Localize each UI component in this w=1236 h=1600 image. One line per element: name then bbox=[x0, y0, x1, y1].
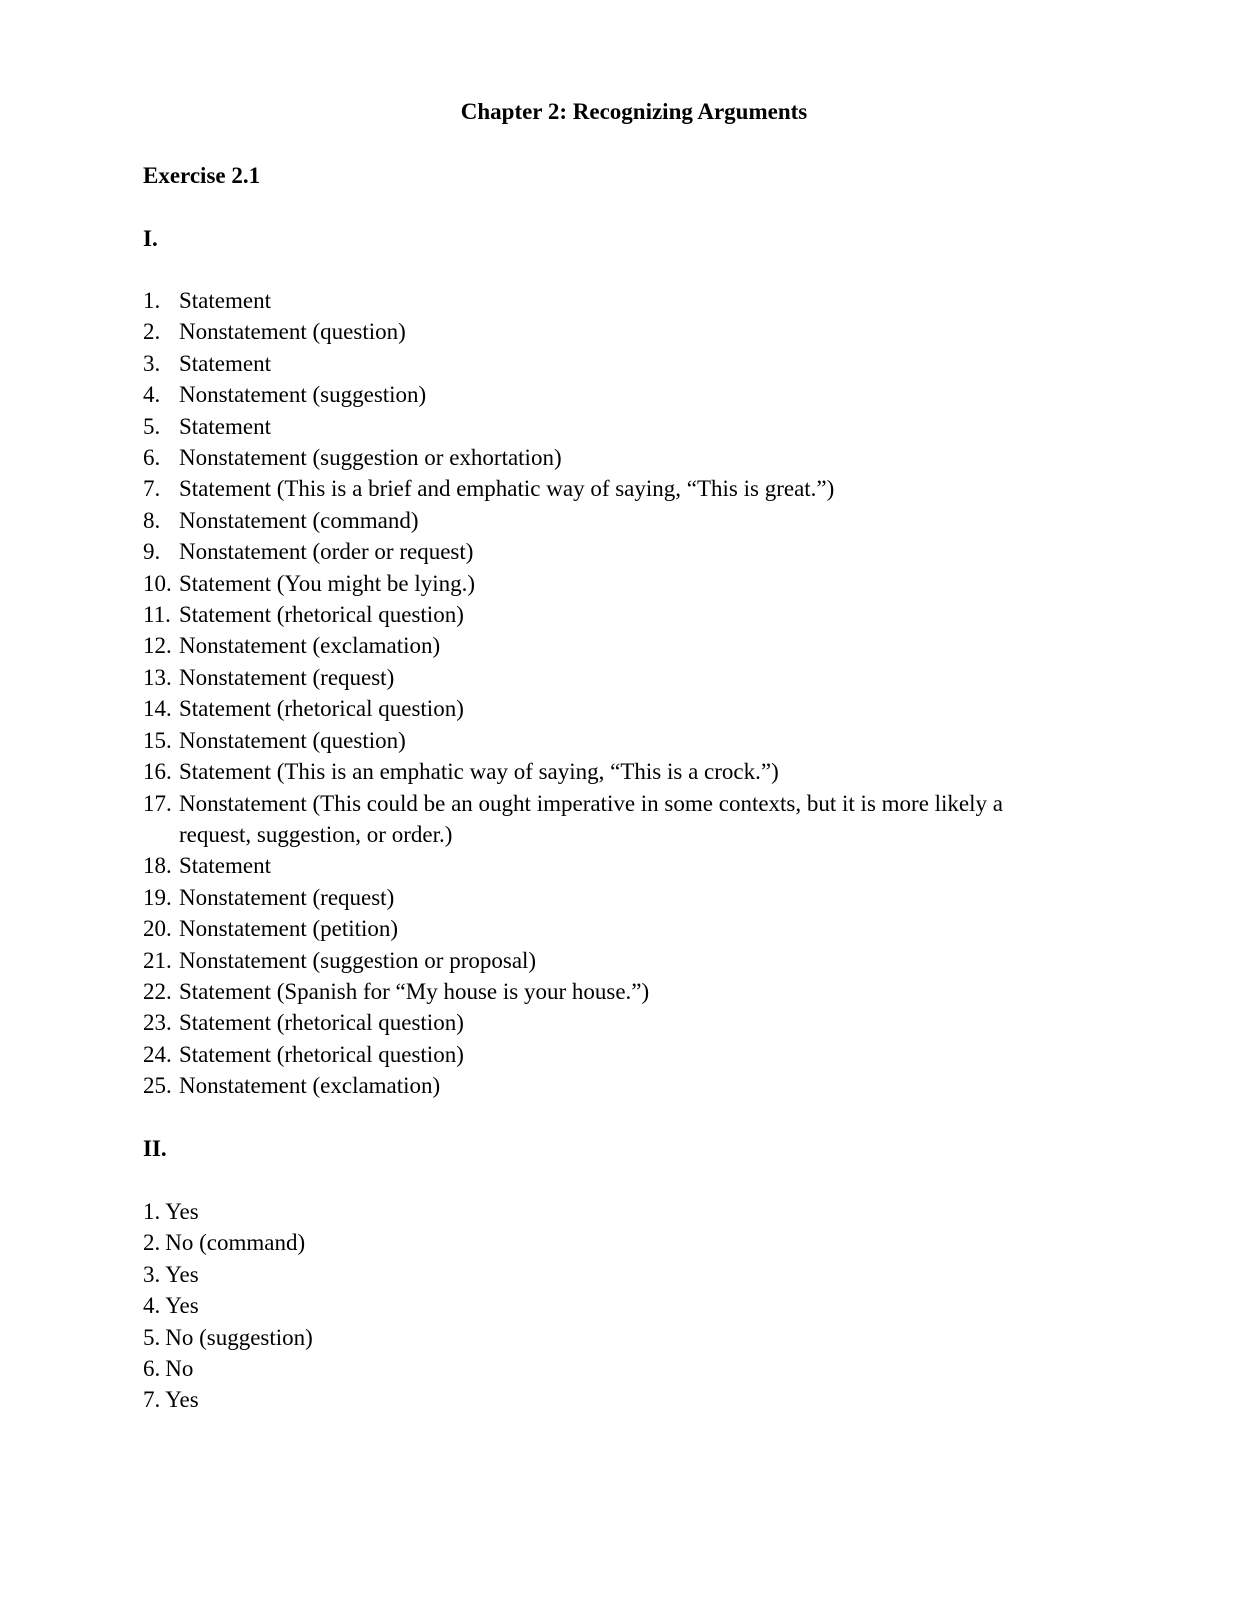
list-item bbox=[143, 1070, 1063, 1101]
list-item-number: 9. bbox=[143, 539, 161, 565]
list-item-number: 11. bbox=[143, 602, 171, 628]
list-item bbox=[143, 850, 1063, 881]
list-item bbox=[143, 348, 1063, 379]
section-heading-part-1: I. bbox=[143, 226, 158, 251]
list-item bbox=[143, 1196, 313, 1227]
list-item-text: Statement (rhetorical question) bbox=[179, 1010, 464, 1036]
list-item-text: Yes bbox=[165, 1199, 199, 1224]
list-item bbox=[143, 756, 1063, 787]
list-item-number: 5. bbox=[143, 1324, 161, 1350]
list-item-text: Statement (rhetorical question) bbox=[179, 696, 464, 722]
list-item-number: 17. bbox=[143, 790, 172, 816]
list-item-number: 13. bbox=[143, 664, 172, 690]
list-item-number: 6. bbox=[143, 445, 161, 471]
list-item-text: Nonstatement (petition) bbox=[179, 916, 399, 942]
answer-list-part-1 bbox=[143, 285, 1063, 1102]
exercise-title: Exercise 2.1 bbox=[143, 163, 261, 188]
list-item bbox=[143, 1290, 313, 1321]
list-item-number: 12. bbox=[143, 633, 172, 659]
list-item bbox=[143, 505, 1063, 536]
list-item-text: Statement bbox=[179, 853, 271, 879]
list-item-text: No (suggestion) bbox=[165, 1324, 313, 1350]
list-item bbox=[143, 1039, 1063, 1070]
list-item-number: 5. bbox=[143, 413, 161, 439]
list-item bbox=[143, 1259, 313, 1290]
list-item-number: 23. bbox=[143, 1010, 172, 1036]
list-item bbox=[143, 285, 1063, 316]
list-item-text: Nonstatement (order or request) bbox=[179, 539, 474, 565]
list-item-text: Statement (This is a brief and emphatic way of saying, “This is great.”) bbox=[179, 476, 835, 502]
list-item bbox=[143, 1353, 313, 1384]
list-item-number: 14. bbox=[143, 696, 172, 722]
list-item-number: 10. bbox=[143, 570, 172, 596]
list-item-number: 8. bbox=[143, 507, 161, 533]
list-item-text: Nonstatement (suggestion or proposal) bbox=[179, 947, 537, 973]
chapter-title: Chapter 2: Recognizing Arguments bbox=[460, 99, 808, 124]
list-item-text: No bbox=[165, 1356, 194, 1382]
list-item-text: Statement (You might be lying.) bbox=[179, 570, 476, 596]
list-item-text: Statement (rhetorical question) bbox=[179, 1041, 464, 1067]
list-item-number: 15. bbox=[143, 727, 172, 753]
list-item-text: No (command) bbox=[165, 1230, 306, 1256]
list-item-number: 1. bbox=[143, 1199, 161, 1224]
list-item-text: Statement bbox=[179, 350, 271, 376]
list-item-number: 6. bbox=[143, 1356, 161, 1382]
list-item-number: 7. bbox=[143, 476, 161, 502]
list-item-text: Nonstatement (request) bbox=[179, 884, 395, 910]
list-item-text: Nonstatement (exclamation) bbox=[179, 633, 441, 659]
list-item-text: Statement (Spanish for “My house is your house.”) bbox=[179, 978, 650, 1004]
list-item-number: 2. bbox=[143, 319, 161, 345]
list-item-text: Yes bbox=[165, 1387, 199, 1413]
list-item-text: Statement bbox=[179, 413, 271, 439]
list-item bbox=[143, 1322, 313, 1353]
list-item bbox=[143, 630, 1063, 661]
list-item bbox=[143, 379, 1063, 410]
list-item-number: 19. bbox=[143, 884, 172, 910]
list-item bbox=[143, 693, 1063, 724]
list-item-text: Nonstatement (request) bbox=[179, 664, 395, 690]
list-item bbox=[143, 945, 1063, 976]
list-item-text: Nonstatement (suggestion or exhortation) bbox=[179, 445, 562, 471]
list-item-number: 22. bbox=[143, 978, 172, 1004]
list-item-number: 24. bbox=[143, 1041, 172, 1067]
list-item-text: Statement (This is an emphatic way of saying, “This is a crock.”) bbox=[179, 759, 779, 785]
list-item bbox=[143, 599, 1063, 630]
list-item-number: 7. bbox=[143, 1387, 161, 1413]
list-item-text: Nonstatement (This could be an ought imperative in some contexts, but it is more likely a request, suggestion, or order.) bbox=[179, 790, 1003, 847]
list-item bbox=[143, 473, 1063, 504]
list-item bbox=[143, 568, 1063, 599]
list-item-number: 2. bbox=[143, 1230, 161, 1256]
list-item-number: 3. bbox=[143, 1261, 161, 1287]
list-item bbox=[143, 725, 1063, 756]
answer-list-part-2 bbox=[143, 1196, 313, 1416]
list-item-text: Statement bbox=[179, 288, 271, 313]
list-item-text: Yes bbox=[165, 1261, 199, 1287]
list-item bbox=[143, 1384, 313, 1415]
list-item-text: Nonstatement (suggestion) bbox=[179, 382, 427, 408]
list-item bbox=[143, 536, 1063, 567]
list-item-number: 16. bbox=[143, 759, 172, 785]
list-item-number: 1. bbox=[143, 288, 161, 313]
list-item bbox=[143, 1007, 1063, 1038]
list-item-number: 3. bbox=[143, 350, 161, 376]
section-heading-part-2: II. bbox=[143, 1136, 167, 1161]
list-item-number: 20. bbox=[143, 916, 172, 942]
list-item-text: Nonstatement (question) bbox=[179, 319, 406, 345]
list-item bbox=[143, 882, 1063, 913]
list-item-number: 4. bbox=[143, 382, 161, 408]
list-item bbox=[143, 913, 1063, 944]
list-item bbox=[143, 976, 1063, 1007]
list-item-number: 25. bbox=[143, 1073, 172, 1099]
list-item bbox=[143, 442, 1063, 473]
list-item-text: Nonstatement (exclamation) bbox=[179, 1073, 441, 1099]
list-item-number: 21. bbox=[143, 947, 172, 973]
list-item bbox=[143, 411, 1063, 442]
list-item bbox=[143, 788, 1063, 851]
list-item bbox=[143, 316, 1063, 347]
list-item-text: Nonstatement (question) bbox=[179, 727, 406, 753]
list-item-text: Nonstatement (command) bbox=[179, 507, 419, 533]
list-item-number: 4. bbox=[143, 1293, 161, 1319]
list-item-text: Statement (rhetorical question) bbox=[179, 602, 464, 628]
list-item-number: 18. bbox=[143, 853, 172, 879]
list-item bbox=[143, 662, 1063, 693]
list-item bbox=[143, 1227, 313, 1258]
list-item-text: Yes bbox=[165, 1293, 199, 1319]
